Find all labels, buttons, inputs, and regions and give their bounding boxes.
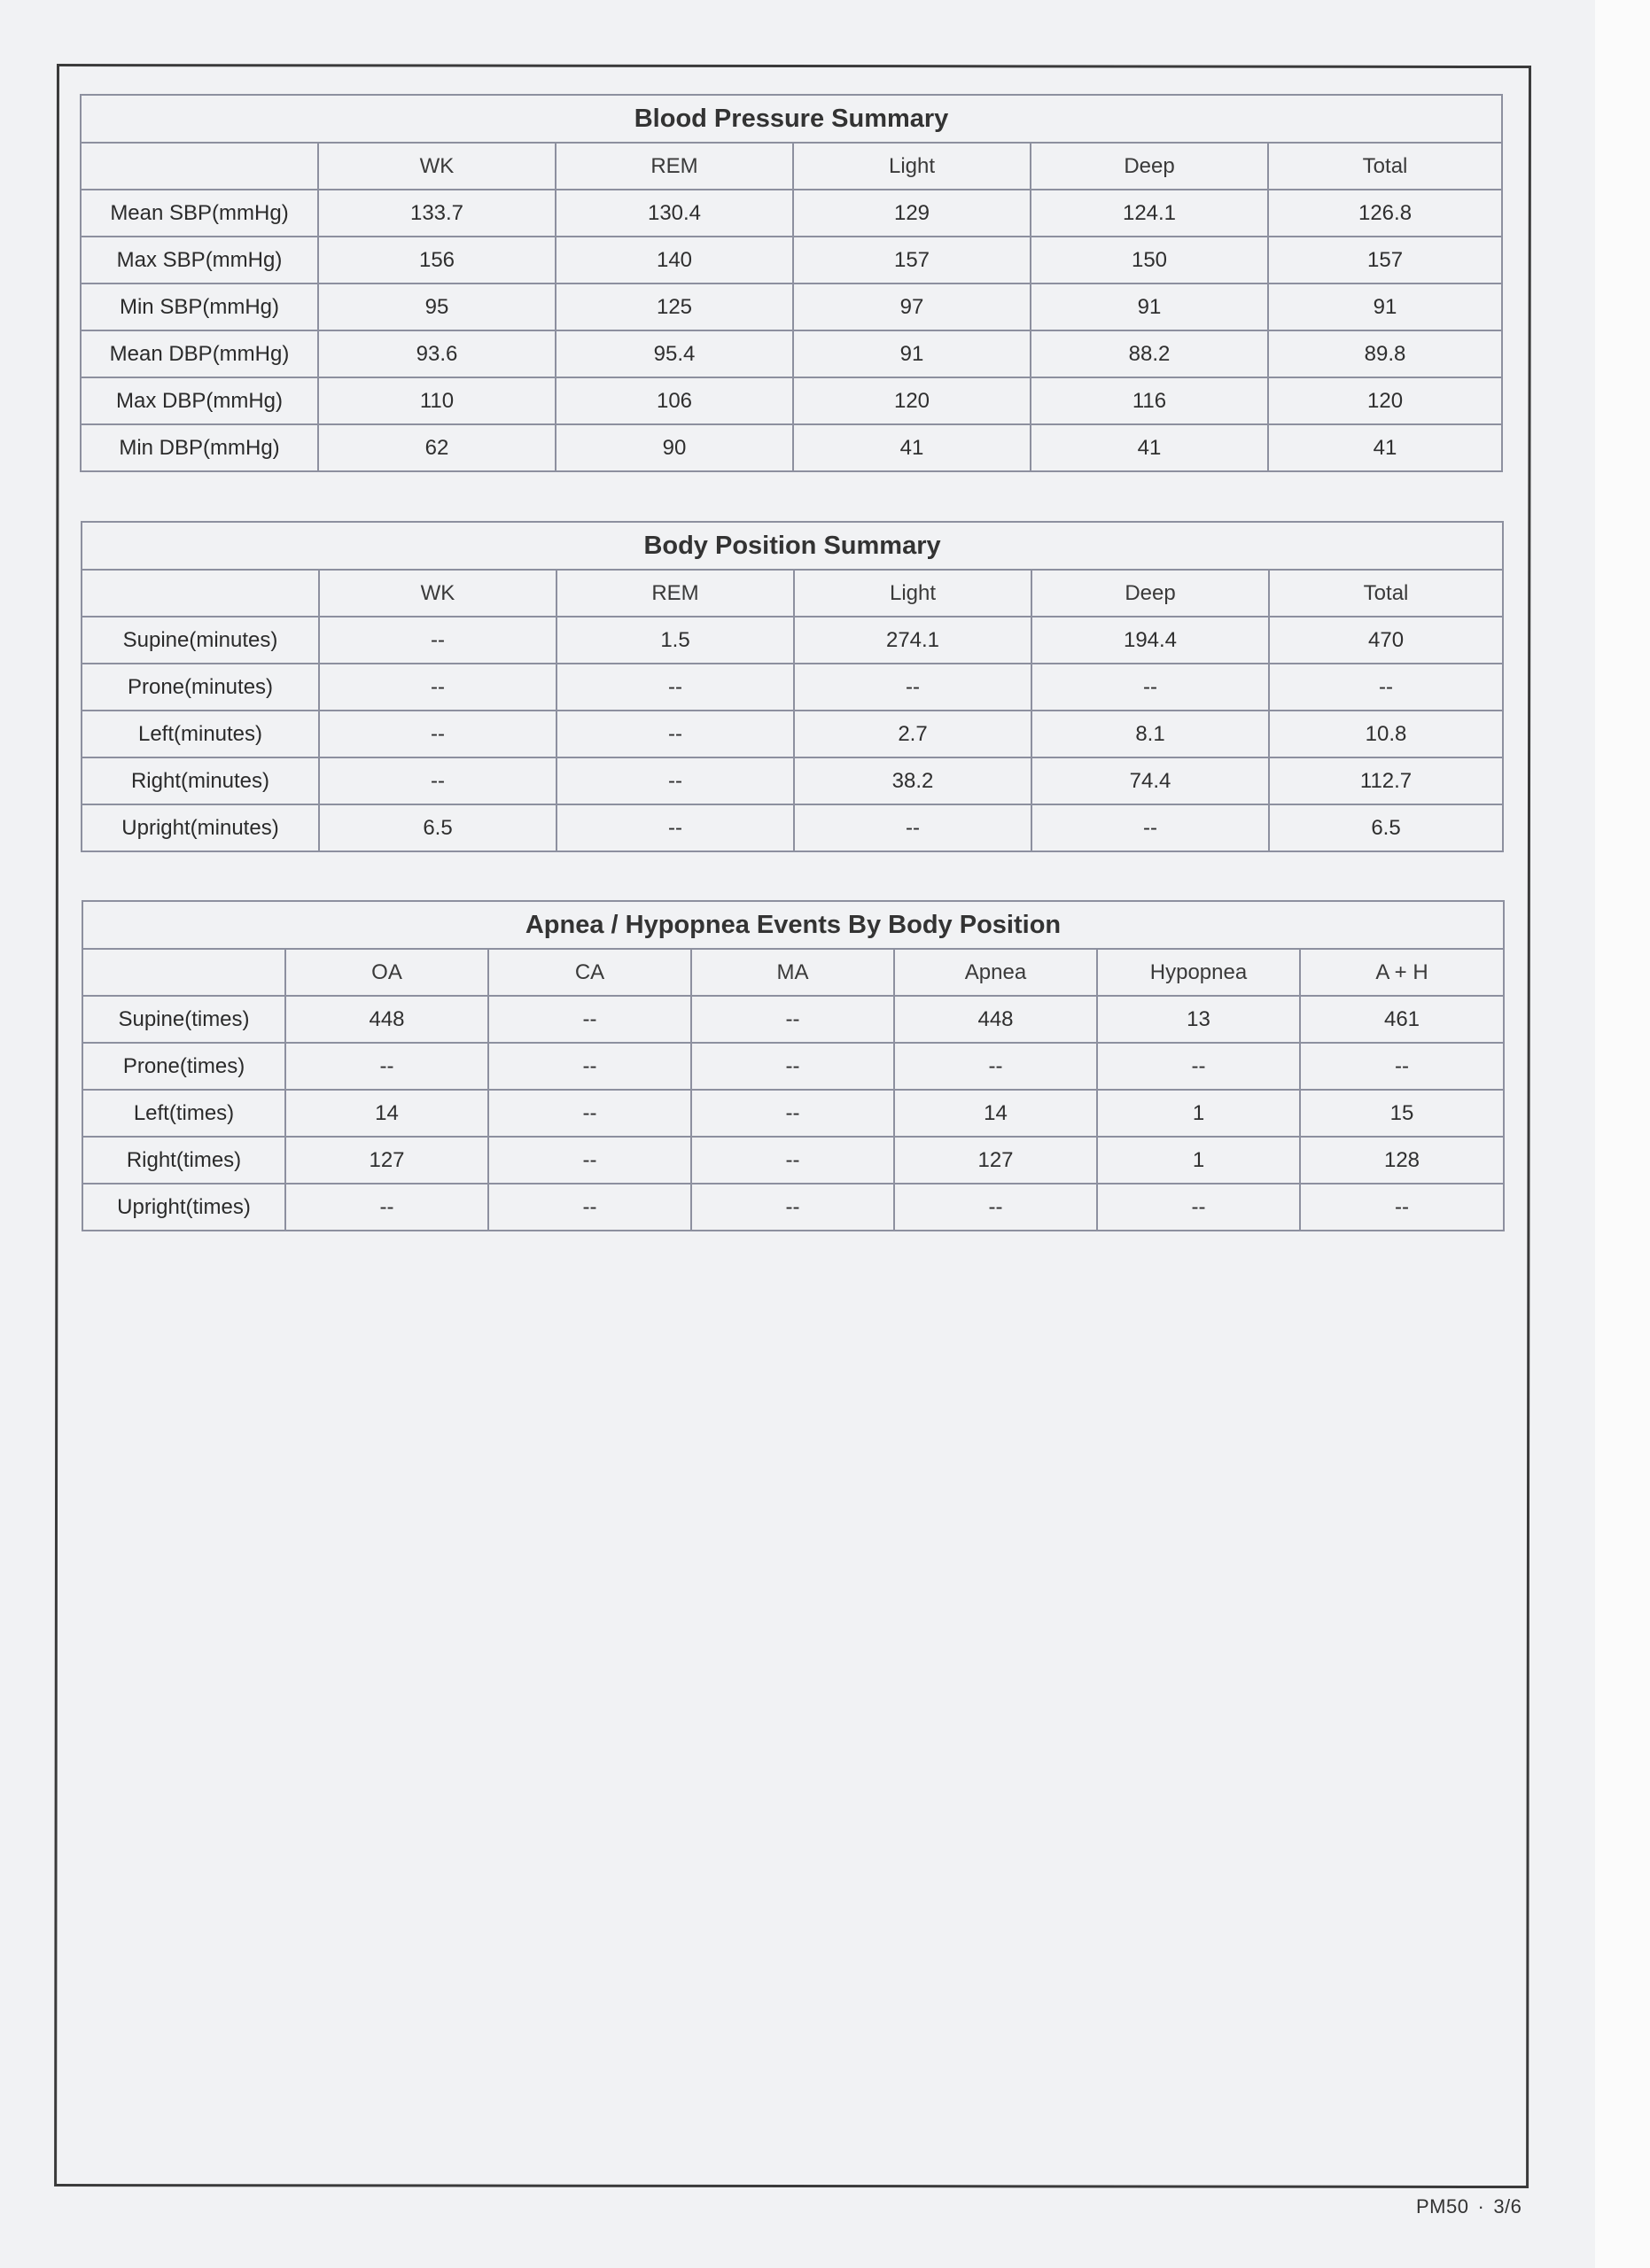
table-row [82, 1137, 1504, 1184]
row-label: Upright(times) [82, 1184, 285, 1231]
column-header: WK [318, 143, 556, 190]
column-header: Deep [1031, 143, 1268, 190]
table-cell: 95.4 [556, 330, 793, 377]
device-model: PM50 [1416, 2195, 1469, 2218]
column-header: Total [1268, 143, 1502, 190]
table-cell: 194.4 [1031, 617, 1269, 664]
table-cell: -- [691, 1184, 894, 1231]
row-label: Left(minutes) [82, 711, 319, 757]
table-cell: -- [1269, 664, 1503, 711]
table-cell: 157 [793, 237, 1031, 284]
table-cell: 129 [793, 190, 1031, 237]
page-footer [1416, 2195, 1522, 2218]
scan-edge [1595, 0, 1650, 2268]
table-row [81, 190, 1502, 237]
table-cell: -- [488, 1184, 691, 1231]
table-cell: 89.8 [1268, 330, 1502, 377]
table-cell: 106 [556, 377, 793, 424]
body-position-title: Body Position Summary [82, 522, 1503, 570]
row-label: Min DBP(mmHg) [81, 424, 318, 471]
table-cell: -- [319, 711, 556, 757]
table-cell: 14 [894, 1090, 1097, 1137]
table-cell: 15 [1300, 1090, 1504, 1137]
table-cell: 14 [285, 1090, 488, 1137]
apnea-events-header-row [82, 949, 1504, 996]
blood-pressure-table [80, 94, 1503, 472]
row-label: Right(times) [82, 1137, 285, 1184]
table-cell: 91 [1268, 284, 1502, 330]
table-row [82, 664, 1503, 711]
table-cell: 95 [318, 284, 556, 330]
table-cell: 10.8 [1269, 711, 1503, 757]
row-label: Prone(times) [82, 1043, 285, 1090]
row-label: Right(minutes) [82, 757, 319, 804]
table-cell: -- [691, 996, 894, 1043]
table-row [81, 424, 1502, 471]
table-cell: -- [691, 1090, 894, 1137]
row-label: Supine(times) [82, 996, 285, 1043]
table-cell: 8.1 [1031, 711, 1269, 757]
table-row [81, 237, 1502, 284]
row-label: Max SBP(mmHg) [81, 237, 318, 284]
table-cell: 448 [894, 996, 1097, 1043]
table-cell: 150 [1031, 237, 1268, 284]
table-cell: -- [556, 804, 794, 851]
column-header: REM [556, 570, 794, 617]
table-cell: -- [319, 664, 556, 711]
table-row [82, 1090, 1504, 1137]
table-cell: -- [691, 1043, 894, 1090]
table-cell: 1.5 [556, 617, 794, 664]
table-cell: 41 [1031, 424, 1268, 471]
table-cell: 97 [793, 284, 1031, 330]
table-cell: 110 [318, 377, 556, 424]
table-row [82, 757, 1503, 804]
table-cell: 2.7 [794, 711, 1031, 757]
column-header: WK [319, 570, 556, 617]
row-label: Prone(minutes) [82, 664, 319, 711]
table-cell: 126.8 [1268, 190, 1502, 237]
table-cell: 140 [556, 237, 793, 284]
table-cell: -- [488, 996, 691, 1043]
table-cell: 470 [1269, 617, 1503, 664]
corner-cell [82, 949, 285, 996]
table-cell: -- [319, 617, 556, 664]
table-cell: -- [556, 711, 794, 757]
column-header: Light [794, 570, 1031, 617]
table-cell: -- [285, 1184, 488, 1231]
table-cell: 62 [318, 424, 556, 471]
table-cell: 127 [894, 1137, 1097, 1184]
row-label: Upright(minutes) [82, 804, 319, 851]
table-cell: 88.2 [1031, 330, 1268, 377]
table-cell: -- [556, 757, 794, 804]
table-cell: -- [1031, 664, 1269, 711]
column-header: Apnea [894, 949, 1097, 996]
body-position-header-row [82, 570, 1503, 617]
table-cell: -- [894, 1184, 1097, 1231]
table-cell: 13 [1097, 996, 1300, 1043]
table-cell: -- [691, 1137, 894, 1184]
table-cell: 116 [1031, 377, 1268, 424]
column-header: Deep [1031, 570, 1269, 617]
table-cell: -- [1097, 1184, 1300, 1231]
table-cell: -- [794, 804, 1031, 851]
table-cell: 124.1 [1031, 190, 1268, 237]
table-cell: -- [1031, 804, 1269, 851]
table-cell: -- [319, 757, 556, 804]
table-cell: -- [285, 1043, 488, 1090]
table-cell: 93.6 [318, 330, 556, 377]
apnea-events-table [82, 900, 1505, 1231]
table-cell: 156 [318, 237, 556, 284]
table-row [81, 377, 1502, 424]
row-label: Supine(minutes) [82, 617, 319, 664]
table-row [82, 1043, 1504, 1090]
table-row [82, 1184, 1504, 1231]
table-cell: -- [488, 1043, 691, 1090]
page-number: 3/6 [1493, 2195, 1522, 2218]
table-cell: -- [1300, 1043, 1504, 1090]
table-row [82, 617, 1503, 664]
table-cell: -- [1097, 1043, 1300, 1090]
table-cell: 461 [1300, 996, 1504, 1043]
row-label: Mean DBP(mmHg) [81, 330, 318, 377]
table-cell: 6.5 [319, 804, 556, 851]
table-cell: -- [794, 664, 1031, 711]
table-cell: 1 [1097, 1137, 1300, 1184]
table-cell: 448 [285, 996, 488, 1043]
blood-pressure-title: Blood Pressure Summary [81, 95, 1502, 143]
table-row [82, 996, 1504, 1043]
body-position-table [81, 521, 1504, 852]
row-label: Min SBP(mmHg) [81, 284, 318, 330]
corner-cell [81, 143, 318, 190]
table-row [81, 284, 1502, 330]
table-cell: -- [556, 664, 794, 711]
table-cell: 91 [793, 330, 1031, 377]
table-cell: -- [488, 1090, 691, 1137]
column-header: Total [1269, 570, 1503, 617]
column-header: CA [488, 949, 691, 996]
table-row [82, 711, 1503, 757]
table-cell: 128 [1300, 1137, 1504, 1184]
table-cell: 125 [556, 284, 793, 330]
column-header: OA [285, 949, 488, 996]
column-header: MA [691, 949, 894, 996]
table-cell: 74.4 [1031, 757, 1269, 804]
table-cell: 1 [1097, 1090, 1300, 1137]
apnea-events-title: Apnea / Hypopnea Events By Body Position [82, 901, 1504, 949]
row-label: Left(times) [82, 1090, 285, 1137]
column-header: Hypopnea [1097, 949, 1300, 996]
corner-cell [82, 570, 319, 617]
table-cell: -- [894, 1043, 1097, 1090]
column-header: REM [556, 143, 793, 190]
table-cell: -- [488, 1137, 691, 1184]
table-row [82, 804, 1503, 851]
table-cell: 120 [793, 377, 1031, 424]
table-cell: 130.4 [556, 190, 793, 237]
table-row [81, 330, 1502, 377]
table-cell: -- [1300, 1184, 1504, 1231]
table-cell: 38.2 [794, 757, 1031, 804]
table-cell: 120 [1268, 377, 1502, 424]
table-cell: 127 [285, 1137, 488, 1184]
table-cell: 91 [1031, 284, 1268, 330]
column-header: Light [793, 143, 1031, 190]
blood-pressure-header-row [81, 143, 1502, 190]
column-header: A + H [1300, 949, 1504, 996]
row-label: Max DBP(mmHg) [81, 377, 318, 424]
table-cell: 274.1 [794, 617, 1031, 664]
table-cell: 41 [1268, 424, 1502, 471]
footer-separator: · [1477, 2195, 1485, 2218]
table-cell: 112.7 [1269, 757, 1503, 804]
table-cell: 133.7 [318, 190, 556, 237]
table-cell: 157 [1268, 237, 1502, 284]
table-cell: 6.5 [1269, 804, 1503, 851]
table-cell: 41 [793, 424, 1031, 471]
table-cell: 90 [556, 424, 793, 471]
row-label: Mean SBP(mmHg) [81, 190, 318, 237]
